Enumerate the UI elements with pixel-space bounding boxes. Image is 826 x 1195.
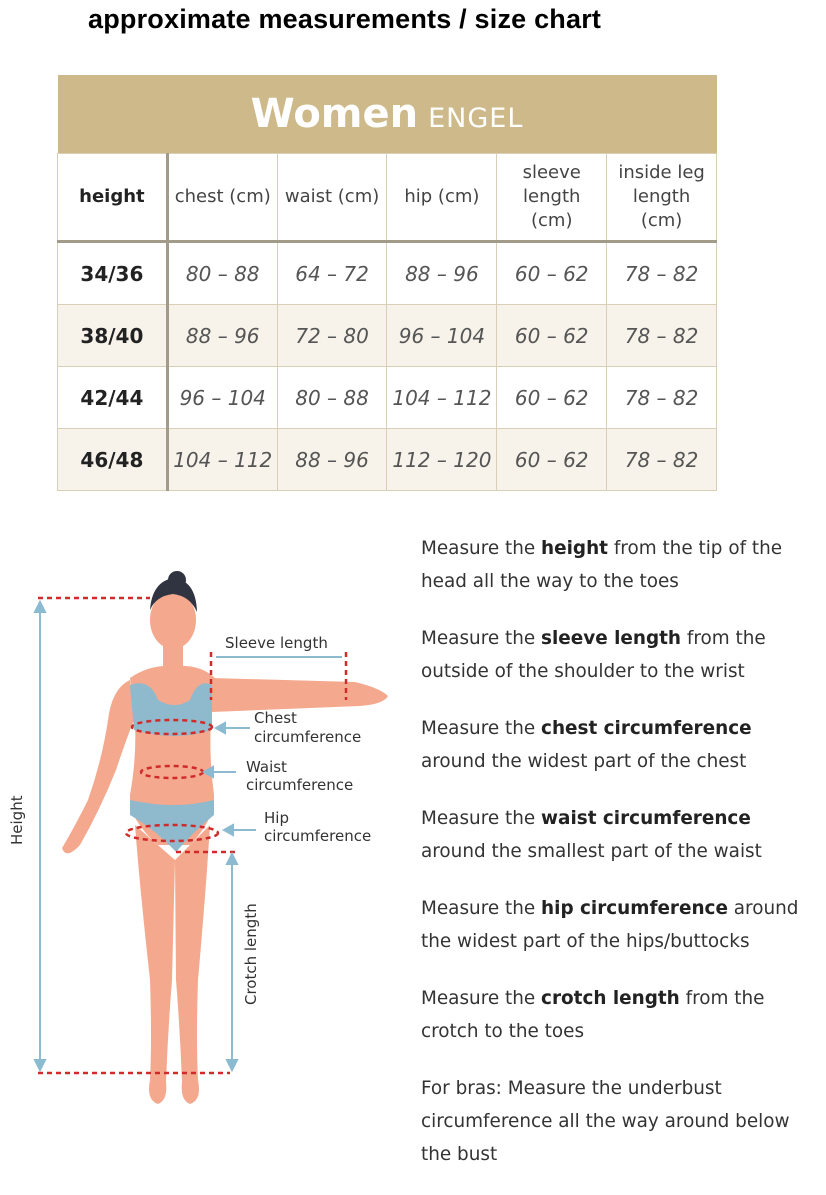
table-cell: 104 – 112 [387,367,497,429]
table-cell: 96 – 104 [387,305,497,367]
column-header: sleeve length (cm) [497,154,607,242]
column-header: chest (cm) [167,154,277,242]
banner-women: Women [250,91,419,137]
table-cell: 88 – 96 [277,429,387,491]
hip-label-2: circumference [264,827,372,845]
size-chart-table [57,75,717,491]
sleeve-length-label: Sleeve length [225,634,328,652]
table-cell: 88 – 96 [167,305,277,367]
size-cell: 34/36 [58,242,168,305]
table-cell: 72 – 80 [277,305,387,367]
table-row [58,242,717,305]
table-row [58,367,717,429]
table-cell: 80 – 88 [277,367,387,429]
banner-brand: ENGEL [428,103,524,134]
hair-bun [168,571,186,589]
size-cell: 38/40 [58,305,168,367]
size-cell: 46/48 [58,429,168,491]
waist-label: Waist [246,758,287,776]
table-cell: 60 – 62 [497,367,607,429]
instruction-chest: Measure the chest circumference around the widest part of the chest [421,718,752,772]
table-cell: 104 – 112 [167,429,277,491]
table-cell: 64 – 72 [277,242,387,305]
body-silhouette [62,591,388,1104]
instruction-bras: For bras: Measure the underbust circumference all the way around below the bust [421,1078,790,1165]
table-banner [58,75,717,154]
waist-label-2: circumference [246,776,354,794]
table-cell: 78 – 82 [607,429,717,491]
column-header: inside leg length (cm) [607,154,717,242]
table-cell: 60 – 62 [497,429,607,491]
instruction-hip: Measure the hip circumference around the widest part of the hips/buttocks [421,898,799,952]
column-header: waist (cm) [277,154,387,242]
table-cell: 80 – 88 [167,242,277,305]
table-cell: 88 – 96 [387,242,497,305]
instruction-waist: Measure the waist circumference around the smallest part of the waist [421,808,762,862]
table-cell: 78 – 82 [607,367,717,429]
table-cell: 96 – 104 [167,367,277,429]
table-row [58,305,717,367]
table-cell: 112 – 120 [387,429,497,491]
chest-label-2: circumference [254,728,362,746]
body-measurement-figure [0,560,405,1120]
crotch-length-label: Crotch length [242,903,260,1005]
instruction-sleeve: Measure the sleeve length from the outside of the shoulder to the wrist [421,628,766,682]
instruction-height: Measure the height from the tip of the head all the way to the toes [421,538,783,592]
table-cell: 78 – 82 [607,242,717,305]
column-header: hip (cm) [387,154,497,242]
table-row [58,429,717,491]
table-header-row [58,154,717,242]
height-label: Height [8,795,26,845]
size-cell: 42/44 [58,367,168,429]
hip-label: Hip [264,809,289,827]
measurement-instructions [421,532,821,1195]
page-title: approximate measurements / size chart [88,4,602,34]
chest-label: Chest [254,709,297,727]
column-header: height [58,154,168,242]
instruction-crotch: Measure the crotch length from the crotch to the toes [421,988,765,1042]
table-cell: 60 – 62 [497,242,607,305]
table-cell: 60 – 62 [497,305,607,367]
table-cell: 78 – 82 [607,305,717,367]
